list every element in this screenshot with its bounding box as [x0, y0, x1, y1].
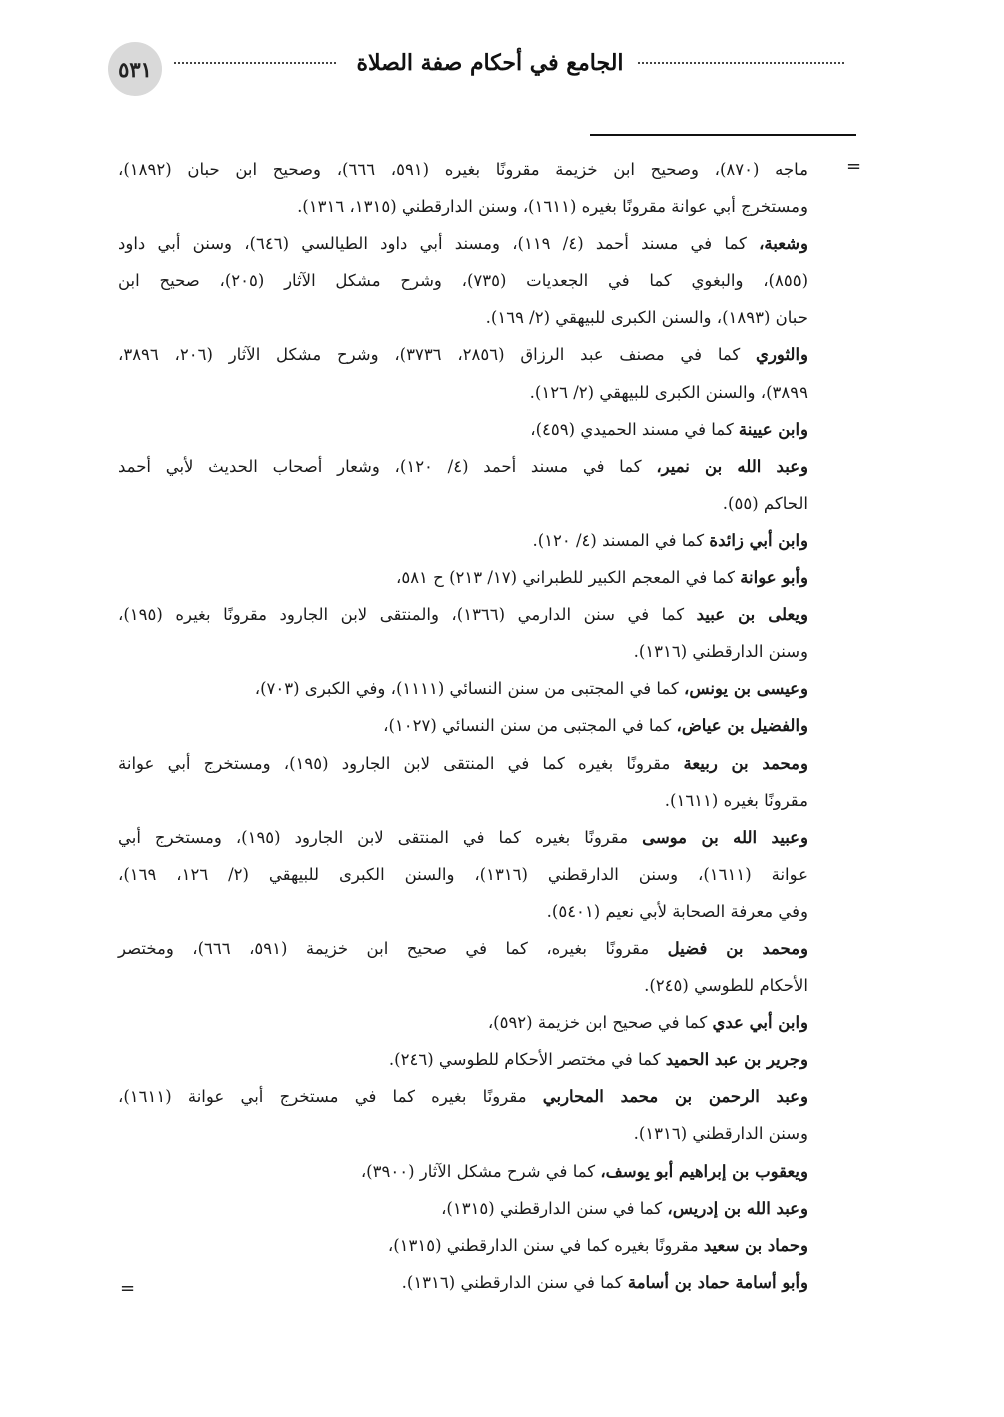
narrator-name: والثوري — [756, 345, 808, 365]
text-line — [118, 1004, 808, 1041]
narrator-name: وعبيد الله بن موسى — [642, 827, 808, 847]
text-line — [118, 151, 808, 188]
continuation-mark-bottom: = — [120, 1278, 136, 1299]
text-line — [118, 856, 808, 893]
line-text: كما في المجتبى من سنن النسائي (١١١١)، وفي الكبرى (٧٠٣)، — [254, 679, 685, 699]
line-text: (٨٥٥)، والبغوي كما في الجعديات (٧٣٥)، وشرح مشكل الآثار (٢٠٥)، صحيح ابن — [118, 271, 809, 291]
footnote-separator — [590, 134, 856, 136]
header-dotted-leader-left — [174, 62, 336, 64]
line-text: ومستخرج أبي عوانة مقرونًا بغيره (١٦١١)، وسنن الدارقطني (١٣١٥، ١٣١٦). — [297, 197, 808, 217]
line-text: كما في شرح مشكل الآثار (٣٩٠٠)، — [360, 1161, 601, 1181]
text-line — [118, 299, 808, 336]
narrator-name: ويعلى بن عبيد — [696, 605, 808, 625]
narrator-name: ومحمد بن ربيعة — [683, 753, 808, 773]
text-line — [118, 1153, 808, 1190]
header-dotted-leader-right — [638, 62, 844, 64]
text-line — [118, 1078, 808, 1115]
text-line — [118, 448, 808, 485]
text-line — [118, 670, 808, 707]
text-line — [118, 893, 808, 930]
text-line — [118, 745, 808, 782]
text-line — [118, 485, 808, 522]
text-line — [118, 967, 808, 1004]
narrator-name: وأبو عوانة — [740, 568, 808, 588]
line-text: وسنن الدارقطني (١٣١٦). — [633, 642, 808, 662]
narrator-name: وعيسى بن يونس، — [684, 679, 808, 699]
text-line — [118, 633, 808, 670]
footnote-body — [118, 151, 808, 1301]
narrator-name: وشعبة، — [759, 234, 808, 254]
text-line — [118, 1115, 808, 1152]
text-line — [118, 188, 808, 225]
text-line — [118, 596, 808, 633]
narrator-name: ويعقوب بن إبراهيم أبو يوسف، — [600, 1161, 808, 1181]
line-text: مقرونًا بغيره كما في المنتقى لابن الجارود (١٩٥)، ومستخرج أبي عوانة — [118, 753, 684, 773]
line-text: ٣٨٩٩)، والسنن الكبرى للبيهقي (٢/ ١٢٦). — [529, 382, 808, 402]
text-line — [118, 1041, 808, 1078]
text-line — [118, 1227, 808, 1264]
narrator-name: وابن عيينة — [738, 419, 808, 439]
text-line — [118, 819, 808, 856]
text-line — [118, 1264, 808, 1301]
narrator-name: وعبد الله بن نمير، — [656, 456, 809, 476]
text-line — [118, 522, 808, 559]
text-line — [118, 930, 808, 967]
line-text: الحاكم (٥٥). — [722, 493, 808, 513]
line-text: مقرونًا بغيره (١٦١١). — [664, 790, 808, 810]
text-line — [118, 411, 808, 448]
narrator-name: وعبد الله بن إدريس، — [667, 1198, 808, 1218]
text-line — [118, 374, 808, 411]
line-text: كما في سنن الدارمي (١٣٦٦)، والمنتقى لابن الجارود مقرونًا بغيره (١٩٥)، — [118, 605, 697, 625]
line-text: وفي معرفة الصحابة لأبي نعيم (٥٤٠١). — [546, 901, 808, 921]
continuation-mark-top: = — [846, 156, 862, 177]
line-text: كما في مسند أحمد (٤/ ١١٩)، ومسند أبي داود الطيالسي (٦٤٦)، وسنن أبي داود — [118, 234, 760, 254]
narrator-name: وابن أبي زائدة — [709, 530, 808, 550]
narrator-name: وعبد الرحمن بن محمد المحاربي — [542, 1087, 808, 1107]
line-text: مقرونًا بغيره كما في مستخرج أبي عوانة (١٦١١)، — [118, 1087, 543, 1107]
line-text: كما في المعجم الكبير للطبراني (١٧/ ٢١٣) ح ٥٨١، — [396, 568, 741, 588]
narrator-name: والفضيل بن عياض، — [676, 716, 808, 736]
line-text: كما في مسند أحمد (٤/ ١٢٠)، وشعار أصحاب الحديث لأبي أحمد — [118, 456, 657, 476]
narrator-name: ومحمد بن فضيل — [667, 938, 808, 958]
page-header — [108, 42, 848, 98]
line-text: كما في مصنف عبد الرزاق (٢٨٥٦، ٣٧٣٦)، وشرح مشكل الآثار (٢٠٦، ٣٨٩٦، — [118, 345, 757, 365]
narrator-name: وابن أبي عدي — [712, 1013, 808, 1033]
line-text: ماجه (٨٧٠)، وصحيح ابن خزيمة مقرونًا بغيره (٥٩١، ٦٦٦)، وصحيح ابن حبان (١٨٩٢)، — [118, 160, 809, 179]
narrator-name: وحماد بن سعيد — [703, 1235, 808, 1255]
line-text: الأحكام للطوسي (٢٤٥). — [644, 976, 808, 996]
line-text: كما في مختصر الأحكام للطوسي (٢٤٦). — [388, 1050, 666, 1070]
line-text: عوانة (١٦١١)، وسنن الدارقطني (١٣١٦)، والسنن الكبرى للبيهقي (٢/ ١٢٦، ١٦٩)، — [118, 864, 808, 884]
line-text: كما في المسند (٤/ ١٢٠). — [532, 530, 710, 550]
line-text: مقرونًا بغيره كما في سنن الدارقطني (١٣١٥)، — [387, 1235, 704, 1255]
narrator-name: وجرير بن عبد الحميد — [665, 1050, 808, 1070]
line-text: كما في مسند الحميدي (٤٥٩)، — [530, 419, 739, 439]
text-line — [118, 262, 808, 299]
line-text: حبان (١٨٩٣)، والسنن الكبرى للبيهقي (٢/ ١٦٩). — [485, 308, 808, 328]
line-text: كما في المجتبى من سنن النسائي (١٠٢٧)، — [383, 716, 677, 736]
text-line — [118, 782, 808, 819]
text-line — [118, 336, 808, 373]
line-text: مقرونًا بغيره كما في المنتقى لابن الجارود (١٩٥)، ومستخرج أبي — [118, 827, 643, 847]
text-line — [118, 559, 808, 596]
line-text: كما في صحيح ابن خزيمة (٥٩٢)، — [487, 1013, 713, 1033]
running-title: الجامع في أحكام صفة الصلاة — [356, 50, 624, 76]
narrator-name: وأبو أسامة حماد بن أسامة — [627, 1272, 808, 1292]
line-text: وسنن الدارقطني (١٣١٦). — [633, 1124, 808, 1144]
line-text: كما في سنن الدارقطني (١٣١٦). — [401, 1272, 628, 1292]
text-line — [118, 707, 808, 744]
text-line — [118, 1190, 808, 1227]
page-number: ٥٣١ — [108, 42, 162, 96]
line-text: مقرونًا بغيره، كما في صحيح ابن خزيمة (٥٩١، ٦٦٦)، ومختصر — [118, 938, 668, 958]
text-line — [118, 225, 808, 262]
line-text: كما في سنن الدارقطني (١٣١٥)، — [441, 1198, 668, 1218]
